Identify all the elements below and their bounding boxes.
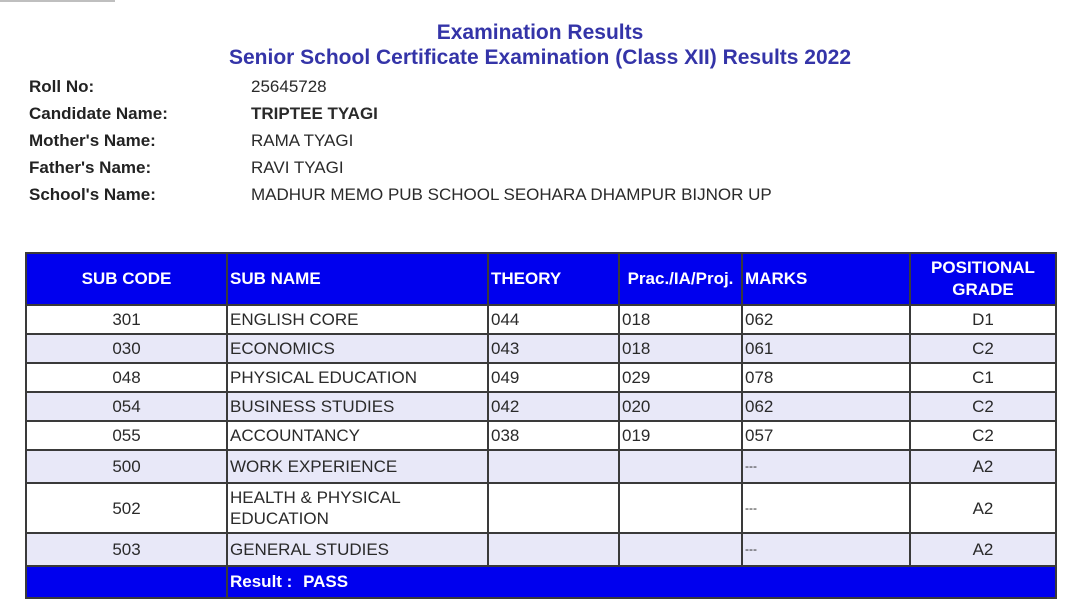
table-header-row bbox=[26, 253, 1056, 305]
sub-name-cell: ACCOUNTANCY bbox=[227, 421, 488, 450]
theory-cell bbox=[488, 533, 619, 566]
col-header-marks: MARKS bbox=[742, 253, 910, 305]
table-row bbox=[26, 450, 1056, 483]
col-header-sub-name: SUB NAME bbox=[227, 253, 488, 305]
marks-cell: --- bbox=[742, 450, 910, 483]
table-row bbox=[26, 305, 1056, 334]
sub-code-cell: 503 bbox=[26, 533, 227, 566]
col-header-theory: THEORY bbox=[488, 253, 619, 305]
theory-cell: 043 bbox=[488, 334, 619, 363]
results-table bbox=[25, 252, 1057, 599]
col-header-practical: Prac./IA/Proj. bbox=[619, 253, 742, 305]
grade-cell: C2 bbox=[910, 392, 1056, 421]
marks-cell: --- bbox=[742, 533, 910, 566]
practical-cell: 018 bbox=[619, 334, 742, 363]
page-title: Examination Results bbox=[436, 21, 644, 44]
sub-name-cell: ENGLISH CORE bbox=[227, 305, 488, 334]
top-divider bbox=[0, 0, 115, 2]
grade-cell: D1 bbox=[910, 305, 1056, 334]
sub-code-cell: 030 bbox=[26, 334, 227, 363]
sub-code-cell: 301 bbox=[26, 305, 227, 334]
theory-cell: 044 bbox=[488, 305, 619, 334]
mother-name-label: Mother's Name: bbox=[29, 131, 156, 150]
marks-cell: 062 bbox=[742, 392, 910, 421]
practical-cell: 018 bbox=[619, 305, 742, 334]
school-name-label: School's Name: bbox=[29, 185, 156, 204]
marks-cell: 062 bbox=[742, 305, 910, 334]
practical-cell: 029 bbox=[619, 363, 742, 392]
father-name-label: Father's Name: bbox=[29, 158, 152, 177]
sub-name-cell: ECONOMICS bbox=[227, 334, 488, 363]
table-row bbox=[26, 363, 1056, 392]
grade-cell: C2 bbox=[910, 421, 1056, 450]
roll-no-value: 25645728 bbox=[251, 77, 327, 96]
theory-cell bbox=[488, 450, 619, 483]
roll-no-label: Roll No: bbox=[29, 77, 95, 96]
sub-code-cell: 048 bbox=[26, 363, 227, 392]
table-row bbox=[26, 483, 1056, 533]
table-row bbox=[26, 533, 1056, 566]
marks-cell: --- bbox=[742, 483, 910, 533]
result-cell bbox=[227, 566, 1056, 598]
practical-cell bbox=[619, 533, 742, 566]
result-label: Result : bbox=[230, 572, 293, 591]
result-spacer bbox=[26, 566, 227, 598]
father-name-value: RAVI TYAGI bbox=[251, 158, 344, 177]
marks-cell: 061 bbox=[742, 334, 910, 363]
col-header-positional-grade: POSITIONAL GRADE bbox=[910, 253, 1056, 305]
sub-name-cell: GENERAL STUDIES bbox=[227, 533, 488, 566]
sub-code-cell: 054 bbox=[26, 392, 227, 421]
theory-cell: 049 bbox=[488, 363, 619, 392]
practical-cell: 019 bbox=[619, 421, 742, 450]
school-name-value: MADHUR MEMO PUB SCHOOL SEOHARA DHAMPUR BIJNOR UP bbox=[251, 185, 772, 204]
mother-name-value: RAMA TYAGI bbox=[251, 131, 354, 150]
theory-cell bbox=[488, 483, 619, 533]
sub-name-cell: WORK EXPERIENCE bbox=[227, 450, 488, 483]
marks-cell: 078 bbox=[742, 363, 910, 392]
grade-cell: C2 bbox=[910, 334, 1056, 363]
marks-cell: 057 bbox=[742, 421, 910, 450]
table-row bbox=[26, 392, 1056, 421]
table-row bbox=[26, 421, 1056, 450]
sub-code-cell: 055 bbox=[26, 421, 227, 450]
grade-cell: C1 bbox=[910, 363, 1056, 392]
practical-cell: 020 bbox=[619, 392, 742, 421]
grade-cell: A2 bbox=[910, 483, 1056, 533]
candidate-name-label: Candidate Name: bbox=[29, 104, 168, 123]
theory-cell: 042 bbox=[488, 392, 619, 421]
table-row bbox=[26, 334, 1056, 363]
col-header-sub-code: SUB CODE bbox=[26, 253, 227, 305]
page-subtitle: Senior School Certificate Examination (Class XII) Results 2022 bbox=[228, 46, 852, 69]
grade-cell: A2 bbox=[910, 450, 1056, 483]
sub-name-cell: HEALTH & PHYSICAL EDUCATION bbox=[227, 483, 488, 533]
sub-code-cell: 500 bbox=[26, 450, 227, 483]
candidate-name-value: TRIPTEE TYAGI bbox=[251, 104, 378, 123]
theory-cell: 038 bbox=[488, 421, 619, 450]
result-value: PASS bbox=[303, 572, 349, 591]
grade-cell: A2 bbox=[910, 533, 1056, 566]
sub-code-cell: 502 bbox=[26, 483, 227, 533]
sub-name-cell: BUSINESS STUDIES bbox=[227, 392, 488, 421]
practical-cell bbox=[619, 483, 742, 533]
sub-name-cell: PHYSICAL EDUCATION bbox=[227, 363, 488, 392]
result-row bbox=[26, 566, 1056, 598]
practical-cell bbox=[619, 450, 742, 483]
